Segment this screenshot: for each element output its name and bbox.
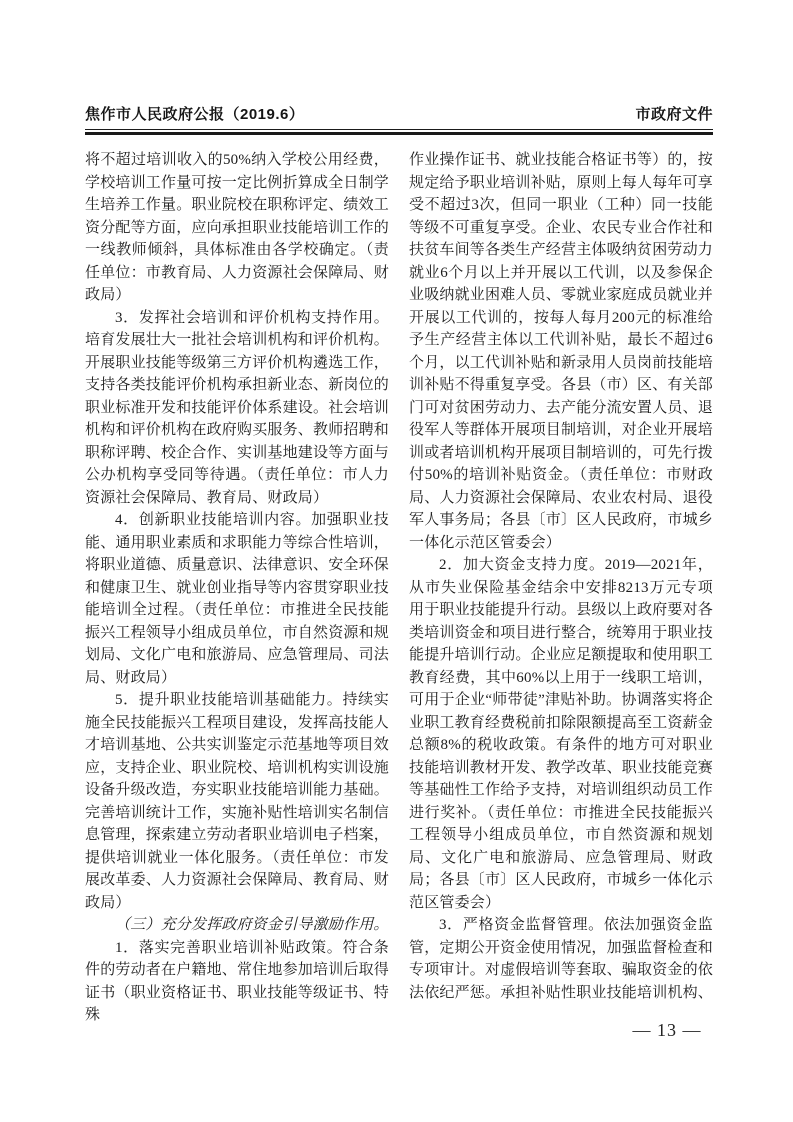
running-header [85,103,713,124]
header-divider-thin-line [85,129,713,130]
header-divider [85,129,713,135]
paragraph-item-2: 2．加大资金支持力度。2019—2021年，从市失业保险基金结余中安排8213万元专项用于职业技能提升行动。县级以上政府要对各类培训资金和项目进行整合，统筹用于职业技能提升培训行动。企业应足额提取和使用职工教育经费，其中60%以上用于一线职工培训，可用于企业“师带徒”津贴补助。协调落实将企业职工教育经费税前扣除限额提高至工资薪金总额8%的税收政策。有条件的地方可对职业技能培训教材开发、教学改革、职业技能竞赛等基础性工作给予支持，对培训组织动员工作进行奖补。（责任单位：市推进全民技能振兴工程领导小组成员单位，市自然资源和规划局、文化广电和旅游局、应急管理局、财政局；各县〔市〕区人民政府，市城乡一体化示范区管委会） [409,557,714,911]
paragraph-item-3: 3．发挥社会培训和评价机构支持作用。培育发展壮大一批社会培训机构和评价机构。开展职业技能等级第三方评价机构遴选工作，支持各类技能评价机构承担新业态、新岗位的职业标准开发和技能评价体系建设。社会培训机构和评价机构在政府购买服务、教师招聘和职称评聘、校企合作、实训基地建设等方面与公办机构享受同等待遇。（责任单位：市人力资源社会保障局、教育局、财政局） [85,309,390,506]
section-label: 市政府文件 [635,106,713,123]
paragraph-item-1: 1．落实完善职业培训补贴政策。符合条件的劳动者在户籍地、常住地参加培训后取得证书（职业资格证书、职业技能等级证书、特殊 [85,939,390,1023]
right-column [409,149,713,1027]
left-column [85,149,389,1027]
paragraph-item-5: 5．提升职业技能培训基础能力。持续实施全民技能振兴工程项目建设，发挥高技能人才培训基地、公共实训鉴定示范基地等项目效应，支持企业、职业院校、培训机构实训设施设备升级改造，夯实职业技能培训能力基础。完善培训统计工作，实施补贴性培训实名制信息管理，探索建立劳动者职业培训电子档案，提供培训就业一体化服务。（责任单位：市发展改革委、人力资源社会保障局、教育局、财政局） [85,692,390,911]
paragraph-continuation: 作业操作证书、就业技能合格证书等）的，按规定给予职业培训补贴，原则上每人每年可享受不超过3次，但同一职业（工种）同一技能等级不可重复享受。企业、农民专业合作社和扶贫车间等各类生产经营主体吸纳贫困劳动力就业6个月以上并开展以工代训，以及参保企业吸纳就业困难人员、零就业家庭成员就业并开展以工代训的，按每人每月200元的标准给予生产经营主体以工代训补贴，最长不超过6个月，以工代训补贴和新录用人员岗前技能培训补贴不得重复享受。各县（市）区、有关部门可对贫困劳动力、去产能分流安置人员、退役军人等群体开展项目制培训，对企业开展培训或者培训机构开展项目制培训的，可先行拨付50%的培训补贴资金。（责任单位：市财政局、人力资源社会保障局、农业农村局、退役军人事务局；各县〔市〕区人民政府，市城乡一体化示范区管委会） [409,152,714,551]
paragraph-item-3-funds: 3．严格资金监督管理。依法加强资金监管，定期公开资金使用情况，加强监督检查和专项审计。对虚假培训等套取、骗取资金的依法依纪严惩。承担补贴性职业技能培训机构、 [409,917,714,1001]
two-column-body [85,149,713,1027]
document-page [85,0,713,1122]
page-number: — 13 — [632,1020,702,1040]
header-divider-thick-line [85,132,713,135]
paragraph-continuation: 将不超过培训收入的50%纳入学校公用经费，学校培训工作量可按一定比例折算成全日制学生培养工作量。职业院校在职称评定、绩效工资分配等方面，应向承担职业技能培训工作的一线教师倾斜，具体标准由各学校确定。（责任单位：市教育局、人力资源社会保障局、财政局） [85,152,390,303]
gazette-title: 焦作市人民政府公报（2019.6） [85,106,305,123]
paragraph-item-4: 4．创新职业技能培训内容。加强职业技能、通用职业素质和求职能力等综合性培训，将职业道德、质量意识、法律意识、安全环保和健康卫生、就业创业指导等内容贯穿职业技能培训全过程。（责任单位：市推进全民技能振兴工程领导小组成员单位，市自然资源和规划局、文化广电和旅游局、应急管理局、司法局、财政局） [85,512,390,686]
section-heading-three: （三）充分发挥政府资金引导激励作用。 [115,917,389,933]
